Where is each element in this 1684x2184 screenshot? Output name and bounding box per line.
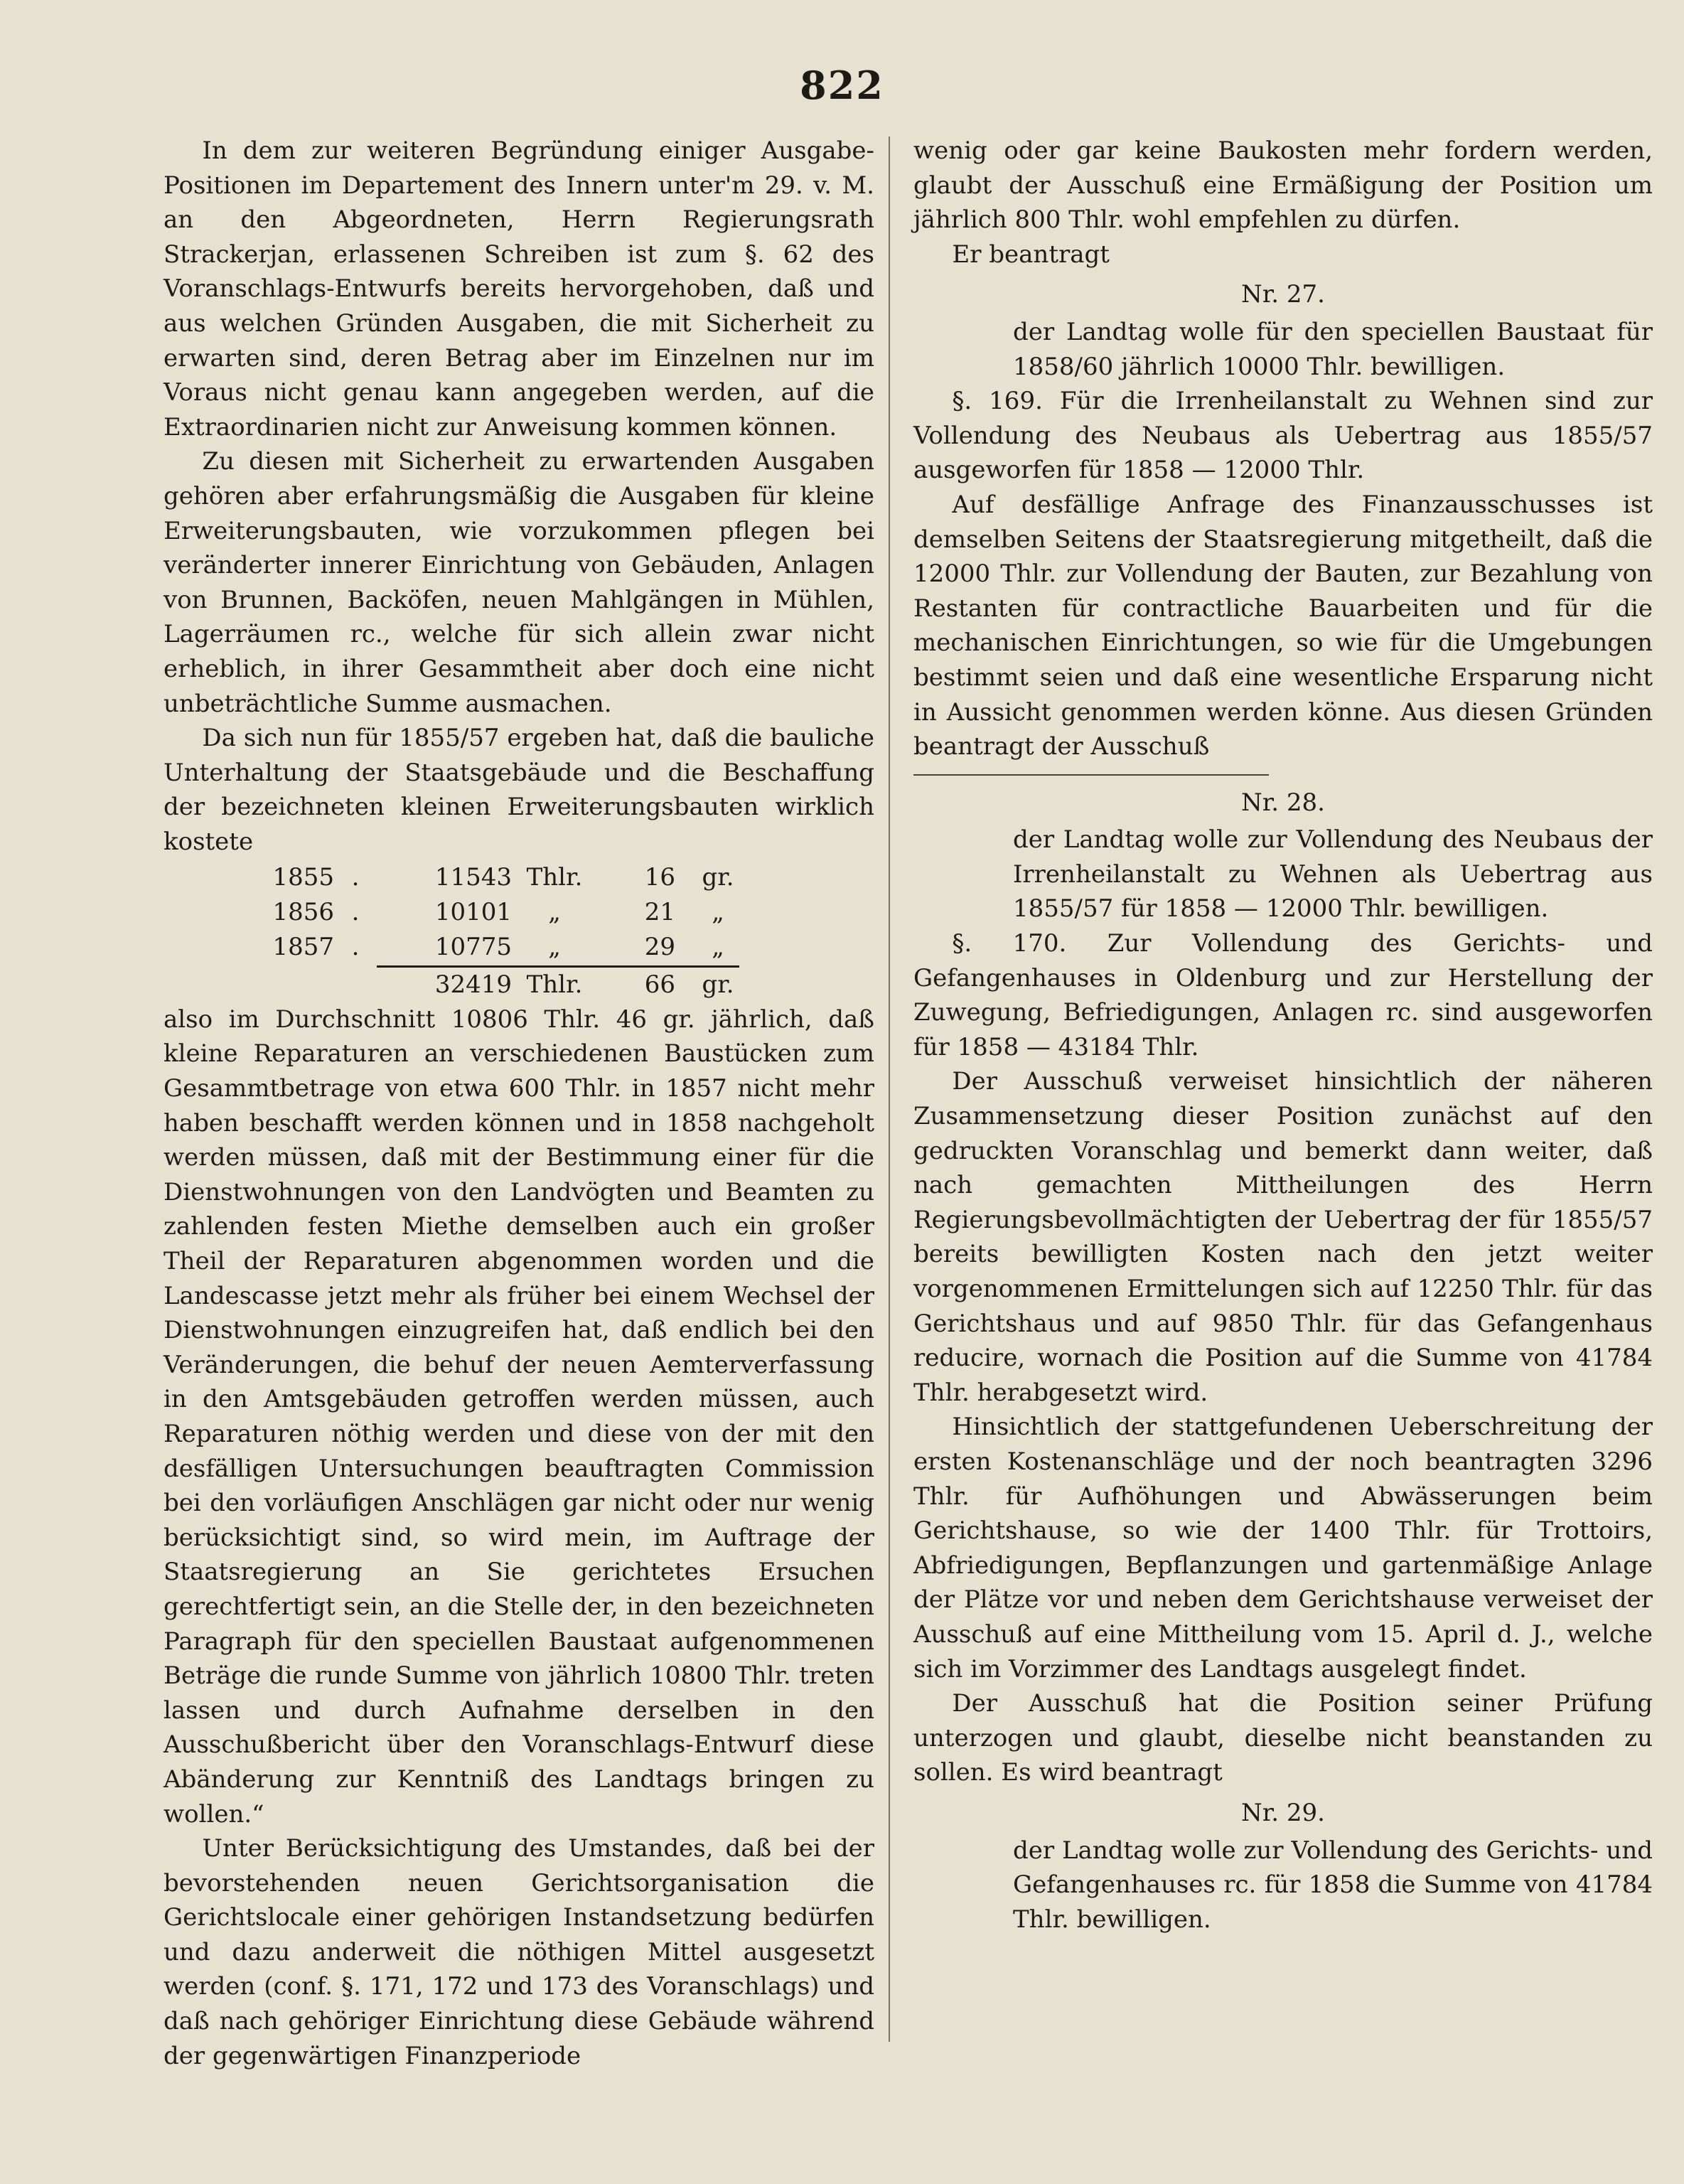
cost-amount: 10101	[434, 898, 512, 927]
cost-groschen: 29	[644, 932, 675, 961]
total-unit: Thlr.	[526, 970, 583, 1000]
right-paragraph-1: wenig oder gar keine Baukosten mehr fordern werden, glaubt der Ausschuß eine Ermäßigung der Position um jährlich 800 Thlr. wohl empfehlen zu dürfen.	[913, 136, 1653, 235]
cost-dot: .	[351, 863, 360, 892]
cost-dot: .	[351, 898, 360, 927]
total-groschen: 66	[644, 970, 675, 1000]
motion-number-29: Nr. 29.	[1241, 1798, 1325, 1827]
motion-28: der Landtag wolle zur Vollendung des Neubaus der Irrenheilanstalt zu Wehnen als Uebertrag aus 1855/57 für 1858 — 12000 Thlr. bewilligen.	[1013, 825, 1653, 924]
column-divider	[889, 136, 890, 2042]
right-column	[913, 134, 1653, 1937]
left-paragraph-4: also im Durchschnitt 10806 Thlr. 46 gr. jährlich, daß kleine Reparaturen an verschiedenen Baustücken zum Gesammtbetrage von etwa 600 Thlr. in 1857 nicht mehr haben beschafft werden können und in 1858 nachgeholt werden müssen, daß mit der Bestimmung einer für die Dienstwohnungen von den Landvögten und Beamten zu zahlenden festen Miethe demselben auch ein großer Theil der Reparaturen abgenommen worden und die Landescasse jetzt mehr als früher bei einem Wechsel der Dienstwohnungen einzugreifen hat, daß endlich bei den Veränderungen, die behuf der neuen Aemterverfassung in den Amtsgebäuden getroffen werden müssen, auch Reparaturen nöthig werden und diese von der mit den desfälligen Untersuchungen beauftragten Commission bei den vorläufigen Anschlägen gar nicht oder nur wenig berücksichtigt sind, so wird mein, im Auftrage der Staatsregierung an Sie gerichtetes Ersuchen gerechtfertigt sein, an die Stelle der, in den bezeichneten Paragraph für den speciellen Baustaat aufgenommenen Beträge die runde Summe von jährlich 10800 Thlr. treten lassen und durch Aufnahme derselben in den Ausschußbericht über den Voranschlags-Entwurf diese Abänderung zur Kenntniß des Landtags bringen zu wollen.“	[163, 1005, 874, 1829]
cost-total-row	[163, 968, 874, 1002]
section-rule	[913, 774, 1269, 776]
right-paragraph-8: Der Ausschuß hat die Position seiner Prüfung unterzogen und glaubt, dieselbe nicht beanstanden zu sollen. Es wird beantragt	[913, 1689, 1653, 1787]
left-paragraph-3: Da sich nun für 1855/57 ergeben hat, daß die bauliche Unterhaltung der Staatsgebäude und die Beschaffung der bezeichneten kleinen Erweiterungsbauten wirklich kostete	[163, 724, 874, 856]
cost-row	[163, 860, 874, 895]
cost-row	[163, 930, 874, 965]
total-groschen-unit: gr.	[702, 970, 734, 1000]
cost-year: 1855	[272, 863, 334, 892]
cost-row	[163, 895, 874, 930]
right-paragraph-6: Der Ausschuß verweiset hinsichtlich der näheren Zusammensetzung dieser Position zunächst auf den gedruckten Voranschlag und bemerkt dann weiter, daß nach gemachten Mittheilungen des Herrn Regierungsbevollmächtigten der Uebertrag der für 1855/57 bereits bewilligten Kosten nach den jetzt weiter vorgenommenen Ermittelungen sich auf 12250 Thlr. für das Gerichtshaus und auf 9850 Thlr. für das Gefangenhaus reducire, wornach die Position auf die Summe von 41784 Thlr. herabgesetzt wird.	[913, 1067, 1653, 1407]
page-number: 822	[800, 63, 884, 108]
cost-groschen: 21	[644, 898, 675, 927]
motion-number-27: Nr. 27.	[1241, 280, 1325, 309]
cost-dot: .	[351, 932, 360, 961]
cost-unit: „	[548, 898, 561, 927]
cost-amount: 11543	[434, 863, 512, 892]
right-paragraph-3: §. 169. Für die Irrenheilanstalt zu Wehnen sind zur Vollendung des Neubaus als Uebertrag aus 1855/57 ausgeworfen für 1858 — 12000 Thlr.	[913, 387, 1653, 485]
motion-number-28: Nr. 28.	[1241, 788, 1325, 817]
cost-year: 1856	[272, 898, 334, 927]
cost-groschen: 16	[644, 863, 675, 892]
cost-unit: „	[548, 932, 561, 961]
left-column	[163, 134, 874, 2073]
left-paragraph-5: Unter Berücksichtigung des Umstandes, daß bei der bevorstehenden neuen Gerichtsorganisation die Gerichtslocale einer gehörigen Instandsetzung bedürfen und dazu anderweit die nöthigen Mittel ausgesetzt werden (conf. §. 171, 172 und 173 des Voranschlags) und daß nach gehöriger Einrichtung diese Gebäude während der gegenwärtigen Finanzperiode	[163, 1834, 874, 2070]
motion-27: der Landtag wolle für den speciellen Baustaat für 1858/60 jährlich 10000 Thlr. bewilligen.	[1013, 317, 1653, 381]
cost-unit: Thlr.	[526, 863, 583, 892]
left-paragraph-2: Zu diesen mit Sicherheit zu erwartenden Ausgaben gehören aber erfahrungsmäßig die Ausgaben für kleine Erweiterungsbauten, wie vorzukommen pflegen bei veränderter innerer Einrichtung von Gebäuden, Anlagen von Brunnen, Backöfen, neuen Mahlgängen in Mühlen, Lagerräumen rc., welche für sich allein zwar nicht erheblich, in ihrer Gesammtheit aber doch eine nicht unbeträchtliche Summe ausmachen.	[163, 447, 874, 718]
right-paragraph-4: Auf desfällige Anfrage des Finanzausschusses ist demselben Seitens der Staatsregierung mitgetheilt, daß die 12000 Thlr. zur Vollendung der Bauten, zur Bezahlung von Restanten für contractliche Bauarbeiten und für die mechanischen Einrichtungen, so wie für die Umgebungen bestimmt seien und daß eine wesentliche Ersparung nicht in Aussicht genommen werden könne. Aus diesen Gründen beantragt der Ausschuß	[913, 490, 1653, 761]
left-paragraph-1: In dem zur weiteren Begründung einiger Ausgabe-Positionen im Departement des Innern unter'm 29. v. M. an den Abgeordneten, Herrn Regierungsrath Strackerjan, erlassenen Schreiben ist zum §. 62 des Voranschlags-Entwurfs bereits hervorgehoben, daß und aus welchen Gründen Ausgaben, die mit Sicherheit zu erwarten sind, deren Betrag aber im Einzelnen nur im Voraus nicht genau kann angegeben werden, auf die Extraordinarien nicht zur Anweisung kommen können.	[163, 136, 874, 441]
right-paragraph-7: Hinsichtlich der stattgefundenen Ueberschreitung der ersten Kostenanschläge und der noch beantragten 3296 Thlr. für Aufhöhungen und Abwässerungen beim Gerichtshause, so wie der 1400 Thlr. für Trottoirs, Abfriedigungen, Bepflanzungen und gartenmäßige Anlage der Plätze vor und neben dem Gerichtshause verweiset der Ausschuß auf eine Mittheilung vom 15. April d. J., welche sich im Vorzimmer des Landtags ausgelegt findet.	[913, 1413, 1653, 1684]
cost-groschen-unit: „	[712, 932, 724, 961]
cost-table	[163, 860, 874, 1002]
cost-amount: 10775	[434, 932, 512, 961]
cost-year: 1857	[272, 932, 334, 961]
cost-groschen-unit: gr.	[702, 863, 734, 892]
cost-groschen-unit: „	[712, 898, 724, 927]
right-paragraph-2: Er beantragt	[952, 240, 1110, 269]
motion-29: der Landtag wolle zur Vollendung des Gerichts- und Gefangenhauses rc. für 1858 die Summe von 41784 Thlr. bewilligen.	[1013, 1836, 1653, 1934]
total-amount: 32419	[434, 970, 512, 1000]
right-paragraph-5: §. 170. Zur Vollendung des Gerichts- und Gefangenhauses in Oldenburg und zur Herstellung der Zuwegung, Befriedigungen, Anlagen rc. sind ausgeworfen für 1858 — 43184 Thlr.	[913, 929, 1653, 1061]
